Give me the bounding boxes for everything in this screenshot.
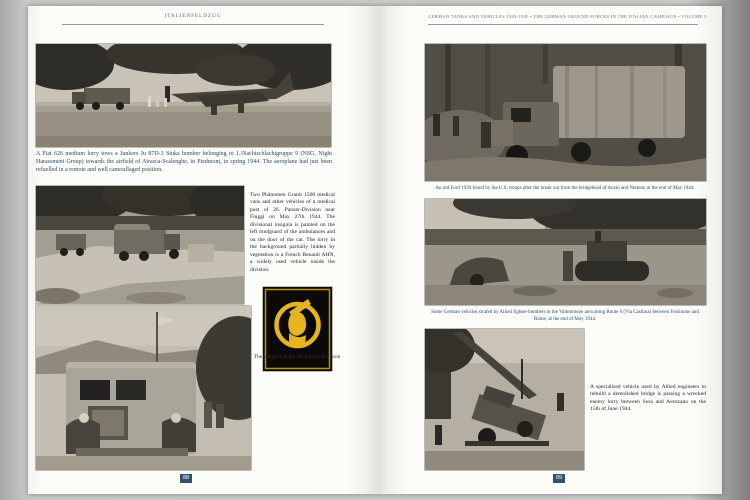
left-running-header: ITALIENFELDZUG	[164, 13, 222, 19]
left-page-number: 88	[180, 474, 192, 483]
strafed-vehicles-photo-illustration	[425, 199, 706, 305]
right-caption-ford: An old Ford 1930 found by the U.S. troops after the break out from the bridgehead of Anzio and Nettuno at the end of May 1944.	[435, 186, 695, 191]
right-caption-valmontone: Some German vehicles strafed by Allied fighter-bombers in the Valmontone area along Route 6 (Via Casilina) between Frosinone and Rome, at the end of May 1944.	[431, 310, 699, 322]
left-side-text-26pz: Two Phänomen Granit 1500 medical vans and other vehicles of a medical post of 26. Panzer-Division near Fiuggi on May 27th 1944. The divisional insignia is painted on the left mudguard of the ambulances and on the door of the car. The lorry in the background partially hidden by vegetation is a French Renault AHN, a widely used vehicle inside the division.	[250, 192, 335, 273]
left-header-rule	[62, 24, 324, 25]
photo-fiat-lorry-towing-stuka	[36, 44, 331, 147]
badge-caption: The insignia of the 26. Panzer-Division	[253, 354, 341, 360]
photo-wrecked-lorry-crane	[425, 329, 584, 470]
medical-vans-photo-illustration	[36, 186, 244, 304]
stuka-photo-illustration	[36, 44, 331, 147]
wrecked-lorry-photo-illustration	[425, 329, 584, 470]
photo-medical-vans-column	[36, 186, 244, 304]
left-top-photo-caption: A Fiat 626 medium lorry tows a Junkers Ju 87D-3 Stuka bomber belonging to 1./Nachtschlachtgruppe 9 (NSG, Night Harassment Group) towards the airfield of Airasca-Scalenghe, in Piedmont, in spring 1944. The aeroplane had just been refuelled in a remote and well camouflaged position.	[36, 151, 332, 173]
photo-canvas-lorry-woods	[425, 44, 706, 181]
right-page-number: 89	[553, 474, 565, 483]
ambulance-photo-illustration	[36, 306, 251, 470]
right-side-text-bridge: A specialised vehicle used by Allied engineers to rebuild a demolished bridge is passing a wrecked enemy lorry between Sora and Avezzano on the 15th of June 1944.	[590, 384, 706, 413]
photo-strafed-vehicles	[425, 199, 706, 305]
right-header-rule	[428, 24, 698, 25]
canvas-lorry-photo-illustration	[425, 44, 706, 181]
photo-ambulance-front	[36, 306, 251, 470]
right-running-header: GERMAN TANKS AND VEHICLES 1943-1945 • THE GERMAN GROUND FORCES IN THE ITALIAN CAMPAIGN • VOLUME 3	[428, 14, 707, 19]
